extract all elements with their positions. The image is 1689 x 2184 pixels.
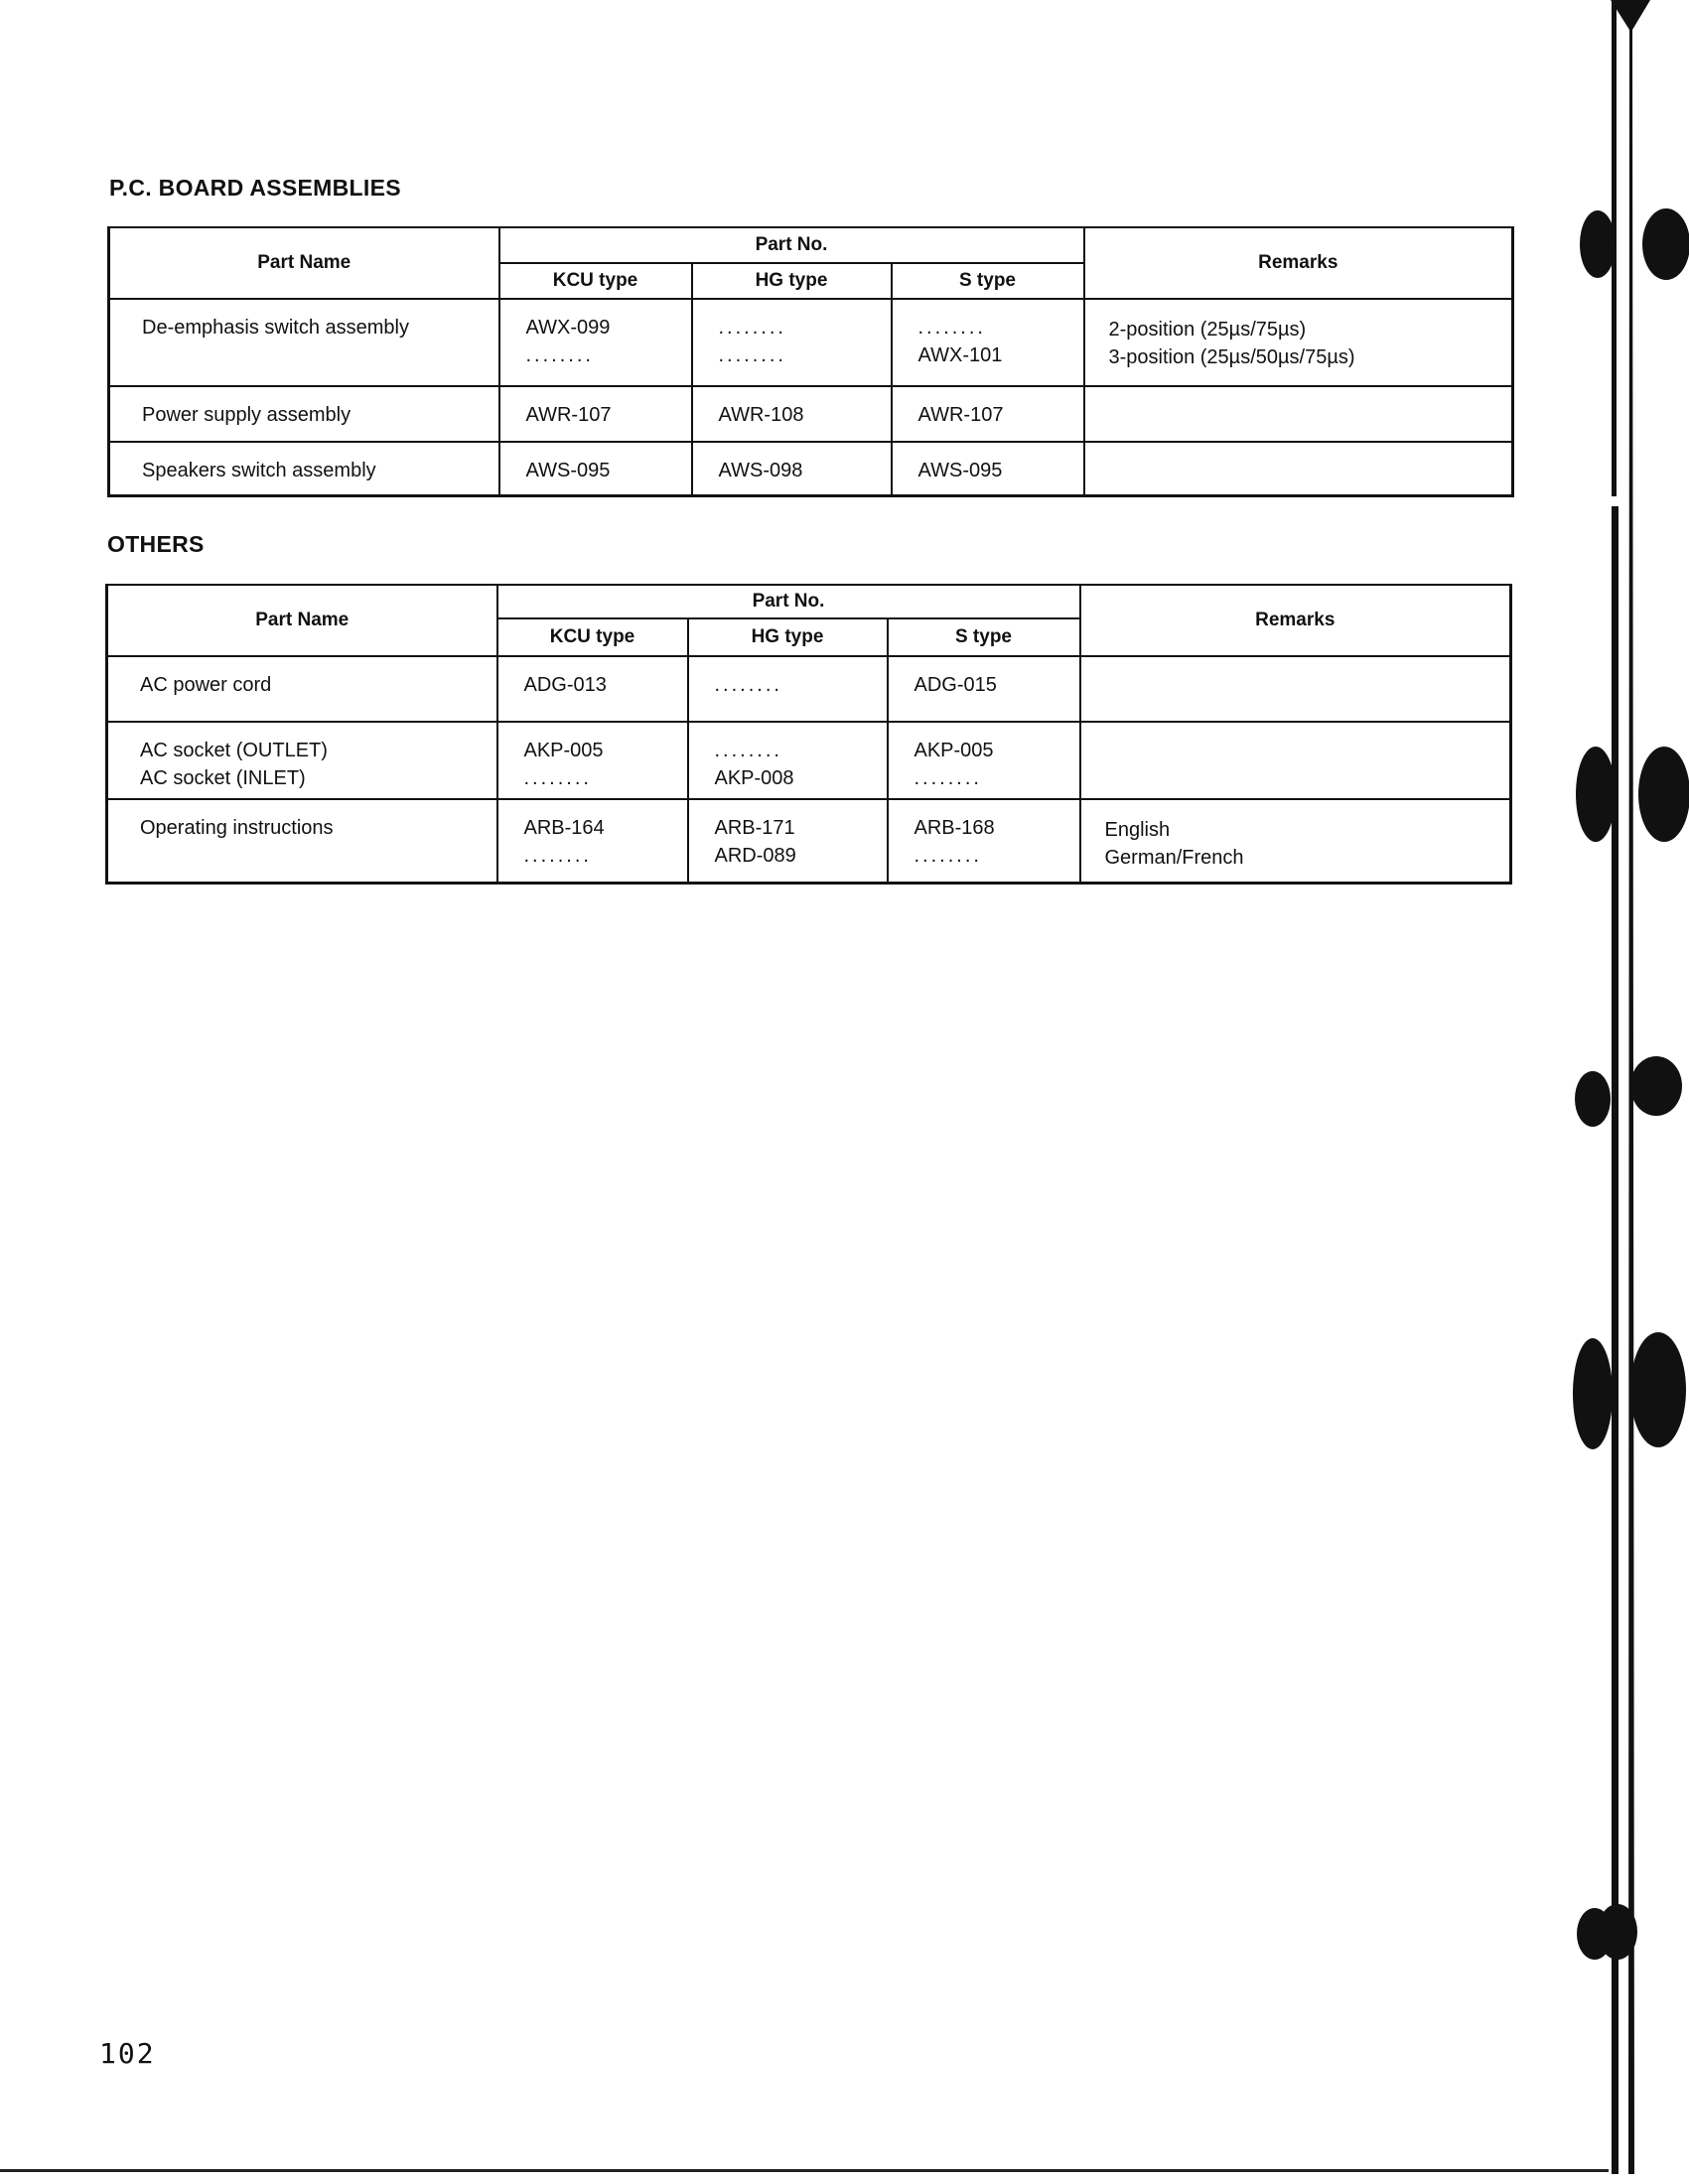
part-name-cell-line: AC power cord [140,674,272,696]
part-name-cell-line: Speakers switch assembly [142,460,376,481]
header-kcu-type: KCU type [499,263,692,299]
remarks-cell-line: German/French [1104,847,1244,869]
s-type-cell-line: ........ [917,317,986,339]
part-name-cell-line: De-emphasis switch assembly [142,317,409,339]
pcb-section-title: P.C. BOARD ASSEMBLIES [109,175,401,201]
header-kcu-type: KCU type [497,618,688,656]
kcu-type-cell-line: AKP-005 [523,740,604,761]
s-type-cell-line: AWR-107 [917,404,1004,426]
header-remarks: Remarks [1084,227,1513,299]
part-name-cell-line: Operating instructions [140,817,334,839]
s-type-cell-line: ........ [914,845,982,867]
hg-type-cell-line: AWR-108 [718,404,804,426]
kcu-type-cell-line: AWS-095 [525,460,611,481]
hg-type-cell-line: ........ [718,317,786,339]
kcu-type-cell-line: ADG-013 [523,674,607,696]
hg-type-cell-line: ARD-089 [714,845,796,867]
header-part-name: Part Name [109,227,499,299]
remarks-cell-line: 2-position (25µs/75µs) [1108,319,1307,341]
kcu-type-cell-line: ........ [525,344,594,366]
remarks-cell-line: English [1104,819,1171,841]
others-section-title: OTHERS [107,531,205,557]
s-type-cell-line: ........ [914,767,982,789]
header-s-type: S type [892,263,1084,299]
remarks-cell-line: 3-position (25µs/50µs/75µs) [1108,346,1355,368]
kcu-type-cell-line: ARB-164 [523,817,605,839]
hg-type-cell-line: ARB-171 [714,817,795,839]
part-name-cell-line: AC socket (OUTLET) [140,740,328,761]
hg-type-cell-line: AKP-008 [714,767,794,789]
header-part-name: Part Name [107,585,497,656]
header-hg-type: HG type [692,263,892,299]
header-hg-type: HG type [688,618,888,656]
s-type-cell-line: ADG-015 [914,674,997,696]
kcu-type-cell-line: ........ [523,767,592,789]
page-number: 102 [99,2037,156,2070]
header-remarks: Remarks [1080,585,1511,656]
hg-type-cell-line: AWS-098 [718,460,803,481]
hg-type-cell-line: ........ [714,674,782,696]
s-type-cell-line: ARB-168 [914,817,995,839]
part-name-cell-line: Power supply assembly [142,404,352,426]
s-type-cell-line: AWX-101 [917,344,1003,366]
s-type-cell-line: AWS-095 [917,460,1003,481]
header-part-no: Part No. [499,227,1084,263]
hg-type-cell-line: ........ [714,740,782,761]
kcu-type-cell-line: AWR-107 [525,404,612,426]
kcu-type-cell-line: AWX-099 [525,317,611,339]
kcu-type-cell-line: ........ [523,845,592,867]
s-type-cell-line: AKP-005 [914,740,994,761]
hg-type-cell-line: ........ [718,344,786,366]
header-part-no: Part No. [497,585,1080,618]
part-name-cell-line: AC socket (INLET) [140,767,306,789]
header-s-type: S type [888,618,1080,656]
